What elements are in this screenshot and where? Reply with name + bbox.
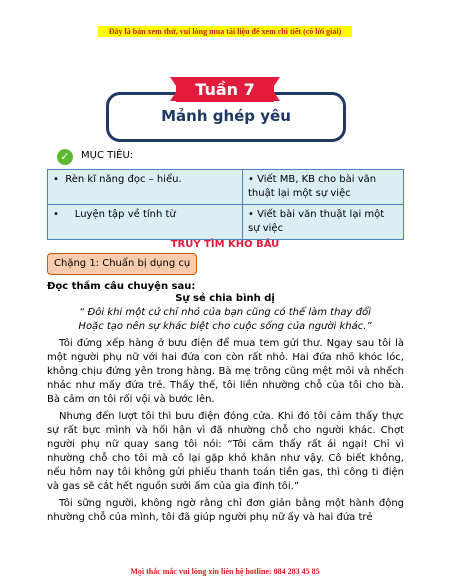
quote-line: “ Đôi khi một cử chỉ nhỏ của bạn cũng có thể làm thay đổi [79, 307, 371, 318]
goal-cell: • Rèn kĩ năng đọc – hiểu. [48, 170, 243, 205]
goal-cell: • Viết MB, KB cho bài văn thuật lại một sự việc [243, 170, 404, 205]
goals-row [48, 205, 404, 240]
lesson-title: Mảnh ghép yêu [161, 107, 291, 125]
goal-text: Viết bài văn thuật lại một sự việc [248, 209, 385, 234]
goals-row [48, 170, 404, 205]
stage-label: Chặng 1: Chuẩn bị dụng cụ [47, 253, 197, 275]
section-title: TRUY TÌM KHO BÁU [170, 239, 280, 250]
goals-label: MỤC TIÊU: [81, 150, 134, 161]
story-paragraph: Nhưng đến lượt tôi thì bưu điện đóng cửa. Khi đó tôi cảm thấy thực sự rất bực mình và hối hận vì đã nhường chỗ cho người khác. Chợt người phụ nữ quay sang tôi nói: “Tôi cảm thấy rất ái ngại! Chỉ vì nhường chỗ cho tôi mà cô lại gặp khó khăn như vậy. Cô biết không, nếu hôm nay tôi không gửi phiếu thanh toán tiền gas, thì công ti điện và gas sẽ cắt hết nguồn sưởi ấm của gia đình tôi.” [47, 411, 404, 492]
quote-line: Hoặc tạo nên sự khác biệt cho cuộc sống của người khác.” [78, 321, 372, 332]
story-title: Sự sẻ chia bình dị [175, 293, 275, 304]
week-banner: Tuần 7 [176, 77, 274, 102]
reading-instruction: Đọc thầm câu chuyện sau: [47, 281, 196, 292]
hotline-notice: Mọi thắc mắc vui lòng xin liên hệ hotline: 084 283 45 85 [130, 567, 320, 576]
goal-text: Luyện tập về tính từ [74, 209, 176, 220]
story-paragraph: Tôi sững người, không ngờ rằng chỉ đơn giản bằng một hành động nhường chỗ của mình, tôi đã giúp người phụ nữ ấy và hai đứa trẻ [47, 498, 404, 523]
story-paragraph: Tôi đứng xếp hàng ở bưu điện để mua tem gửi thư. Ngay sau tôi là một người phụ nữ với hai đứa con còn rất nhỏ. Hai đứa nhỏ khóc lóc, không chịu đứng yên trong hàng. Bà mẹ trông cũng mệt mỏi và nhếch nhác như mấy đứa trẻ. Thấy thế, tôi liền nhường chỗ của tôi cho bà. Bà cảm ơn tôi rối vội và bước lên. [47, 338, 404, 405]
goal-text: Viết MB, KB cho bài văn thuật lại một sự việc [248, 174, 377, 199]
checkmark-icon: ✓ [57, 149, 73, 165]
goal-text: Rèn kĩ năng đọc – hiểu. [65, 174, 182, 185]
goal-cell: • Luyện tập về tính từ [48, 205, 243, 240]
goals-table [47, 169, 404, 240]
goal-cell: • Viết bài văn thuật lại một sự việc [243, 205, 404, 240]
preview-notice: Đây là bản xem thử, vui lòng mua tài liệu để xem chi tiết (có lời giải) [98, 26, 352, 37]
